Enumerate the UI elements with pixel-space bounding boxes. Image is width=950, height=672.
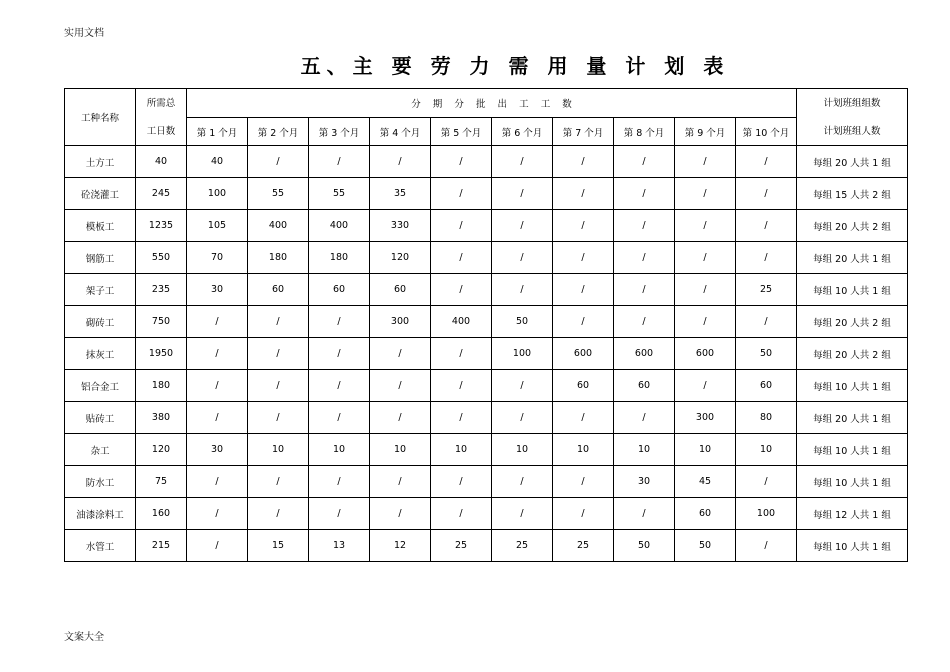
page-footer-note: 文案大全	[64, 632, 104, 643]
cell-month-8: 50	[614, 530, 675, 562]
cell-month-3: 400	[309, 210, 370, 242]
cell-month-5: /	[431, 370, 492, 402]
cell-month-5: /	[431, 210, 492, 242]
cell-total-days: 235	[136, 274, 187, 306]
cell-month-10: 10	[736, 434, 797, 466]
cell-month-8: 60	[614, 370, 675, 402]
cell-month-9: 300	[675, 402, 736, 434]
cell-month-3: /	[309, 466, 370, 498]
cell-plan: 每组 20 人共 1 组	[797, 146, 908, 178]
cell-month-8: 30	[614, 466, 675, 498]
table-row	[65, 530, 908, 562]
cell-month-3: /	[309, 498, 370, 530]
cell-month-8: /	[614, 306, 675, 338]
table-row	[65, 178, 908, 210]
cell-month-7: 25	[553, 530, 614, 562]
cell-month-10: /	[736, 466, 797, 498]
cell-total-days: 180	[136, 370, 187, 402]
cell-total-days: 160	[136, 498, 187, 530]
cell-total-days: 40	[136, 146, 187, 178]
cell-month-1: 40	[187, 146, 248, 178]
cell-month-2: /	[248, 306, 309, 338]
cell-month-3: /	[309, 402, 370, 434]
cell-month-7: /	[553, 210, 614, 242]
cell-month-6: /	[492, 242, 553, 274]
cell-month-3: 13	[309, 530, 370, 562]
cell-trade: 铝合金工	[65, 370, 136, 402]
cell-plan: 每组 10 人共 1 组	[797, 466, 908, 498]
cell-month-8: /	[614, 498, 675, 530]
header-plan-line1: 计划班组组数	[823, 97, 881, 109]
header-total-line2: 工日数	[146, 125, 176, 137]
header-month-5: 第 5 个月	[431, 118, 492, 146]
cell-month-5: /	[431, 178, 492, 210]
header-month-3: 第 3 个月	[309, 118, 370, 146]
cell-trade: 杂工	[65, 434, 136, 466]
cell-month-5: /	[431, 338, 492, 370]
cell-trade: 防水工	[65, 466, 136, 498]
cell-month-9: /	[675, 178, 736, 210]
cell-month-6: 50	[492, 306, 553, 338]
cell-month-8: /	[614, 178, 675, 210]
cell-month-5: /	[431, 498, 492, 530]
header-month-9: 第 9 个月	[675, 118, 736, 146]
cell-month-2: /	[248, 466, 309, 498]
header-month-4: 第 4 个月	[370, 118, 431, 146]
cell-month-5: 10	[431, 434, 492, 466]
cell-month-8: /	[614, 242, 675, 274]
cell-month-1: /	[187, 338, 248, 370]
cell-month-2: /	[248, 338, 309, 370]
cell-plan: 每组 20 人共 2 组	[797, 306, 908, 338]
cell-month-5: /	[431, 146, 492, 178]
cell-month-4: 60	[370, 274, 431, 306]
cell-month-3: /	[309, 306, 370, 338]
header-month-10: 第 10 个月	[736, 118, 797, 146]
table-row	[65, 466, 908, 498]
cell-month-3: 55	[309, 178, 370, 210]
cell-month-6: /	[492, 210, 553, 242]
header-month-1: 第 1 个月	[187, 118, 248, 146]
cell-plan: 每组 10 人共 1 组	[797, 530, 908, 562]
table-row	[65, 498, 908, 530]
cell-month-10: /	[736, 210, 797, 242]
cell-month-8: /	[614, 402, 675, 434]
cell-month-9: /	[675, 306, 736, 338]
cell-month-3: 180	[309, 242, 370, 274]
cell-month-1: /	[187, 498, 248, 530]
table-row	[65, 402, 908, 434]
cell-month-3: 60	[309, 274, 370, 306]
cell-month-2: 180	[248, 242, 309, 274]
cell-month-4: /	[370, 498, 431, 530]
cell-trade: 模板工	[65, 210, 136, 242]
cell-month-8: 600	[614, 338, 675, 370]
cell-month-5: /	[431, 242, 492, 274]
cell-month-4: /	[370, 370, 431, 402]
cell-month-10: 100	[736, 498, 797, 530]
header-total-days	[136, 89, 187, 146]
cell-month-1: 70	[187, 242, 248, 274]
table-row	[65, 306, 908, 338]
cell-month-10: /	[736, 530, 797, 562]
table-row	[65, 338, 908, 370]
cell-total-days: 380	[136, 402, 187, 434]
header-total-line1: 所需总	[146, 97, 176, 109]
cell-plan: 每组 20 人共 2 组	[797, 338, 908, 370]
table-row	[65, 146, 908, 178]
cell-month-4: /	[370, 466, 431, 498]
cell-month-7: /	[553, 242, 614, 274]
cell-plan: 每组 10 人共 1 组	[797, 434, 908, 466]
table-row	[65, 242, 908, 274]
cell-total-days: 120	[136, 434, 187, 466]
cell-month-2: 400	[248, 210, 309, 242]
cell-trade: 贴砖工	[65, 402, 136, 434]
cell-month-6: /	[492, 466, 553, 498]
cell-month-4: 10	[370, 434, 431, 466]
cell-month-6: /	[492, 146, 553, 178]
header-batch-group-label: 分 期 分 批 出 工 工 数	[411, 99, 572, 110]
cell-total-days: 1950	[136, 338, 187, 370]
cell-month-1: /	[187, 530, 248, 562]
cell-month-9: 50	[675, 530, 736, 562]
cell-month-9: /	[675, 370, 736, 402]
table-row	[65, 370, 908, 402]
cell-trade: 水管工	[65, 530, 136, 562]
cell-month-10: /	[736, 306, 797, 338]
cell-month-9: 10	[675, 434, 736, 466]
cell-month-2: 10	[248, 434, 309, 466]
cell-total-days: 1235	[136, 210, 187, 242]
cell-month-7: /	[553, 466, 614, 498]
cell-plan: 每组 15 人共 2 组	[797, 178, 908, 210]
header-month-8: 第 8 个月	[614, 118, 675, 146]
cell-month-4: /	[370, 338, 431, 370]
cell-month-1: /	[187, 306, 248, 338]
cell-month-10: 25	[736, 274, 797, 306]
header-plan-line2: 计划班组人数	[823, 125, 881, 137]
cell-month-4: /	[370, 146, 431, 178]
cell-trade: 抹灰工	[65, 338, 136, 370]
cell-month-7: /	[553, 306, 614, 338]
cell-month-6: 10	[492, 434, 553, 466]
cell-month-4: 12	[370, 530, 431, 562]
cell-month-7: 60	[553, 370, 614, 402]
cell-month-8: /	[614, 274, 675, 306]
cell-trade: 砌砖工	[65, 306, 136, 338]
cell-trade: 架子工	[65, 274, 136, 306]
cell-month-10: 80	[736, 402, 797, 434]
cell-month-1: 100	[187, 178, 248, 210]
cell-month-4: 35	[370, 178, 431, 210]
cell-month-8: 10	[614, 434, 675, 466]
cell-trade: 钢筋工	[65, 242, 136, 274]
cell-month-9: /	[675, 210, 736, 242]
cell-total-days: 75	[136, 466, 187, 498]
cell-month-7: /	[553, 146, 614, 178]
cell-month-2: /	[248, 402, 309, 434]
labor-plan-table	[64, 88, 908, 562]
cell-total-days: 245	[136, 178, 187, 210]
cell-month-3: /	[309, 370, 370, 402]
cell-month-5: /	[431, 402, 492, 434]
cell-total-days: 550	[136, 242, 187, 274]
cell-trade: 砼浇灌工	[65, 178, 136, 210]
cell-month-3: /	[309, 338, 370, 370]
table-row	[65, 434, 908, 466]
cell-month-6: /	[492, 498, 553, 530]
cell-month-5: 25	[431, 530, 492, 562]
cell-month-2: /	[248, 370, 309, 402]
cell-total-days: 750	[136, 306, 187, 338]
cell-month-8: /	[614, 210, 675, 242]
cell-month-1: 105	[187, 210, 248, 242]
cell-month-6: /	[492, 178, 553, 210]
cell-month-6: 25	[492, 530, 553, 562]
cell-month-9: 600	[675, 338, 736, 370]
cell-month-5: /	[431, 466, 492, 498]
cell-month-2: /	[248, 146, 309, 178]
cell-month-5: 400	[431, 306, 492, 338]
cell-month-5: /	[431, 274, 492, 306]
cell-month-1: 30	[187, 434, 248, 466]
cell-trade: 土方工	[65, 146, 136, 178]
cell-month-1: /	[187, 466, 248, 498]
cell-month-7: /	[553, 402, 614, 434]
cell-month-7: /	[553, 498, 614, 530]
cell-month-4: /	[370, 402, 431, 434]
cell-month-1: /	[187, 370, 248, 402]
page-header-note: 实用文档	[64, 28, 104, 39]
cell-month-4: 300	[370, 306, 431, 338]
table-row	[65, 274, 908, 306]
cell-month-7: /	[553, 274, 614, 306]
cell-month-7: 600	[553, 338, 614, 370]
cell-month-6: /	[492, 370, 553, 402]
header-month-2: 第 2 个月	[248, 118, 309, 146]
cell-plan: 每组 10 人共 1 组	[797, 370, 908, 402]
cell-plan: 每组 20 人共 2 组	[797, 210, 908, 242]
cell-total-days: 215	[136, 530, 187, 562]
cell-month-1: 30	[187, 274, 248, 306]
header-month-7: 第 7 个月	[553, 118, 614, 146]
header-trade: 工种名称	[65, 89, 136, 146]
cell-month-4: 120	[370, 242, 431, 274]
page-title: 五、主 要 劳 力 需 用 量 计 划 表	[300, 54, 730, 78]
cell-month-4: 330	[370, 210, 431, 242]
cell-month-10: 60	[736, 370, 797, 402]
cell-month-10: /	[736, 242, 797, 274]
cell-month-9: 45	[675, 466, 736, 498]
cell-month-6: /	[492, 274, 553, 306]
cell-month-7: /	[553, 178, 614, 210]
cell-month-9: 60	[675, 498, 736, 530]
cell-month-9: /	[675, 242, 736, 274]
cell-month-10: /	[736, 146, 797, 178]
header-month-6: 第 6 个月	[492, 118, 553, 146]
cell-month-3: 10	[309, 434, 370, 466]
cell-month-2: 55	[248, 178, 309, 210]
cell-trade: 油漆涂料工	[65, 498, 136, 530]
cell-plan: 每组 20 人共 1 组	[797, 242, 908, 274]
cell-month-9: /	[675, 274, 736, 306]
cell-month-2: 60	[248, 274, 309, 306]
cell-month-2: /	[248, 498, 309, 530]
cell-month-10: 50	[736, 338, 797, 370]
header-batch-group	[187, 89, 797, 118]
cell-month-2: 15	[248, 530, 309, 562]
cell-plan: 每组 10 人共 1 组	[797, 274, 908, 306]
cell-month-6: 100	[492, 338, 553, 370]
cell-month-9: /	[675, 146, 736, 178]
cell-plan: 每组 12 人共 1 组	[797, 498, 908, 530]
table-row	[65, 210, 908, 242]
cell-month-3: /	[309, 146, 370, 178]
cell-month-10: /	[736, 178, 797, 210]
cell-month-8: /	[614, 146, 675, 178]
cell-plan: 每组 20 人共 1 组	[797, 402, 908, 434]
cell-month-1: /	[187, 402, 248, 434]
cell-month-6: /	[492, 402, 553, 434]
header-plan	[797, 89, 908, 146]
cell-month-7: 10	[553, 434, 614, 466]
